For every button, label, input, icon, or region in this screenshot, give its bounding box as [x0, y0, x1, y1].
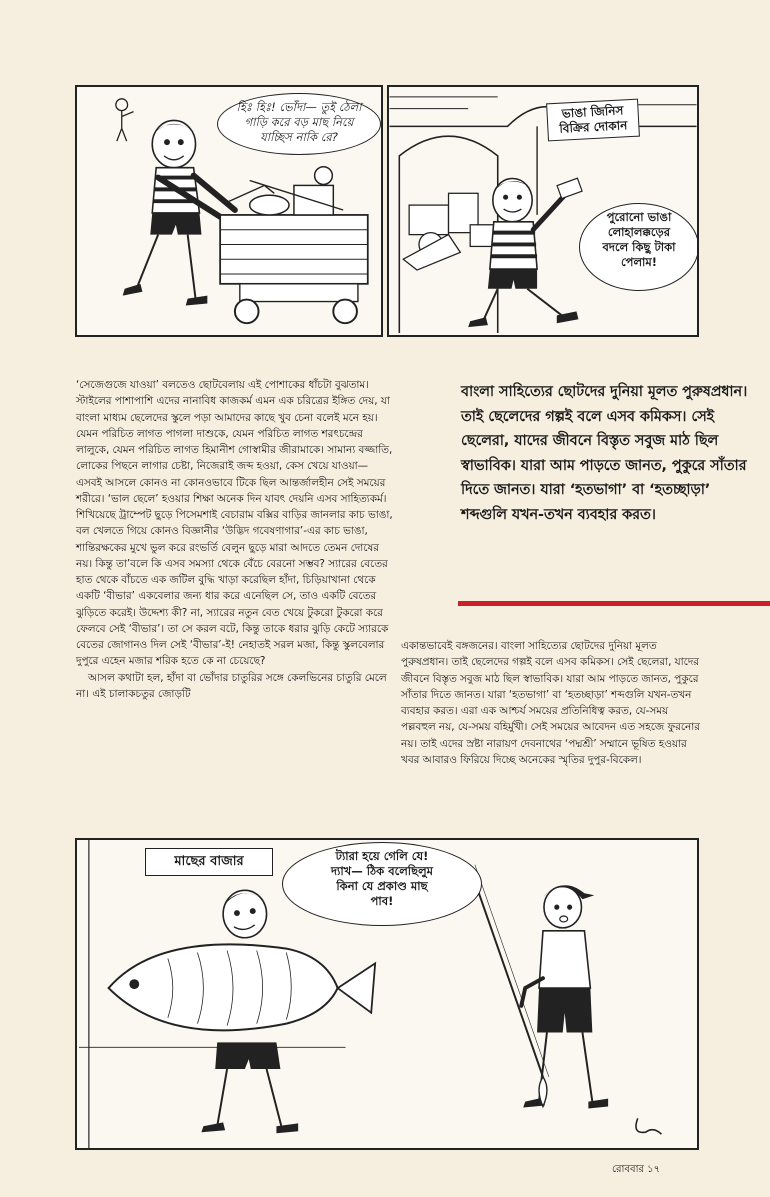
comic-panel-fish-market: [75, 838, 699, 1150]
speech-bubble: ট্যারা হয়ে গেলি যে! দ্যাখ— ঠিক বলেছিলুম কিনা যে প্রকাণ্ড মাছ পাব!: [282, 842, 482, 926]
comic-panel-cart: [75, 85, 383, 337]
article-column-left: [76, 377, 394, 702]
shop-sign: ভাঙা জিনিস বিক্রির দোকান: [546, 99, 640, 142]
pull-quote-divider: [458, 601, 770, 606]
page-number-label: রোববার ১৭: [612, 1164, 661, 1175]
article-paragraph: ‘সেজেগুজে যাওয়া’ বলতেও ছোটবেলায় এই পোশাকের ধাঁচটা বুঝতাম। স্টাইলের পাশাপাশি এদের নানাবিধ কাজকর্ম এমন এক চরিত্রের ইঙ্গিত দেয়, যা বাংলা মাধ্যম ছেলেদের স্কুলে পড়া আমাদের কাছে খুব চেনা বলেই মনে হয়। যেমন পরিচিত লাগত পাগলা দাশুকে, যেমন পরিচিত লাগত শরৎচন্দ্রের লালুকে, যেমন পরিচিত লাগত হিমানীশ গোস্বামীর জীরামাকে। সামান্য বজ্জাতি, লোকের পিছনে লাগার চেষ্টা, নিজেরাই জব্দ হওয়া, কেস খেয়ে যাওয়া— এসবই আসলে কোনও না কোনওভাবে টিকে ছিল আন্তর্জালহীন সেই সময়ের শরীরে। ‘ভাল ছেলে’ হওয়ার শিক্ষা অনেক দিন যাবৎ দেয়নি এসব সাহিত্যকর্ম। শিখিয়েছে ট্রাম্পেট ছুড়ে পিসেমশাই বেচারাম বক্সির বাড়ির জানলার কাচ ভাঙা, বল খেলতে গিয়ে কোনও বিজ্ঞানীর ‘উদ্ভিদ গবেষণাগার’-এর কাচ ভাঙা, শান্তিরক্ষকের মুখে ভুল করে রংভর্তি বেলুন ছুড়ে মারা আদতে তেমন দোষের নয়। কিন্তু তা’বলে কি এসব সমস্যা থেকে বেঁচে বেরনো সম্ভব? স্যারের বেতের হাত থেকে বাঁচতে এক জটিল বুদ্ধি খাড়া করেছিল হাঁদা, চিড়িয়াখানা থেকে একটি ‘বীভার’ একবেলার জন্য ধার করে এনেছিল সে, তাও একটি বেতের ঝুড়িতে করেই। উদ্দেশ্য কী? না, স্যারের নতুন বেত খেয়ে টুকরো টুকরো করে ফেলবে সেই ‘বীভার’। তা সে করল বটে, কিন্তু তাকে ধরার ঝুড়ি কেটে স্যারকে বেতের জোগানও দিল সেই ‘বীভার’-ই! নেহাতই সরল মজা, কিন্তু স্কুলবেলার দুপুরে এহেন মজার শরিক হতে কে না চেয়েছে?: [76, 379, 393, 668]
speech-bubble: পুরোনো ভাঙা লোহালক্কড়ের বদলে কিছু টাকা পেলাম!: [579, 203, 699, 291]
pull-quote: বাংলা সাহিত্যের ছোটদের দুনিয়া মূলত পুরুষপ্রধান। তাই ছেলেদের গল্পই বলে এসব কমিকস। সেই ছেলেরা, যাদের জীবনে বিস্তৃত সবুজ মাঠ ছিল স্বাভাবিক। যারা আম পাড়তে জানত, পুকুরে সাঁতার দিতে জানত। যারা ‘হতভাগা’ বা ‘হতচ্ছাড়া’ শব্দগুলি যখন-তখন ব্যবহার করত।: [461, 384, 748, 523]
market-sign: মাছের বাজার: [145, 848, 273, 876]
comic-panel-scrap-shop: [387, 85, 699, 337]
speech-bubble: হিঃ হিঃ! ভোঁদা— তুই ঠেলা গাড়ি করে বড় মাছ নিয়ে যাচ্ছিস নাকি রে?: [217, 93, 381, 155]
article-column-right: [401, 638, 703, 768]
article-paragraph: আসল কথাটা হল, হাঁদা বা ভোঁদার চাতুরির সঙ্গে কেলভিনের চাতুরি মেলে না। এই চালাকচতুর জোড়টি: [76, 671, 387, 700]
article-paragraph: একান্তভাবেই বঙ্গজনের। বাংলা সাহিত্যের ছোটদের দুনিয়া মূলত পুরুষপ্রধান। তাই ছেলেদের গল্পই বলে এসব কমিকস। সেই ছেলেরা, যাদের জীবনে বিস্তৃত সবুজ মাঠ ছিল স্বাভাবিক। যারা আম পাড়তে জানত, পুকুরে সাঁতার দিতে জানত। যারা ‘হতভাগা’ বা ‘হতচ্ছাড়া’ শব্দগুলি যখন-তখন ব্যবহার করত। এরা এক আশ্চর্য সময়ের প্রতিনিধিত্ব করত, যে-সময় পল্লবহুল নয়, যে-সময় বহির্মুখী। সেই সময়ের আবেদন এত সহজে ফুরনোর নয়। তাই এদের স্রষ্টা নারায়ণ দেবনাথের ‘পদ্মশ্রী’ সম্মানে ভূষিত হওয়ার খবর আবারও ফিরিয়ে দিচ্ছে অনেকের স্মৃতির দুপুর-বিকেল।: [401, 640, 700, 766]
